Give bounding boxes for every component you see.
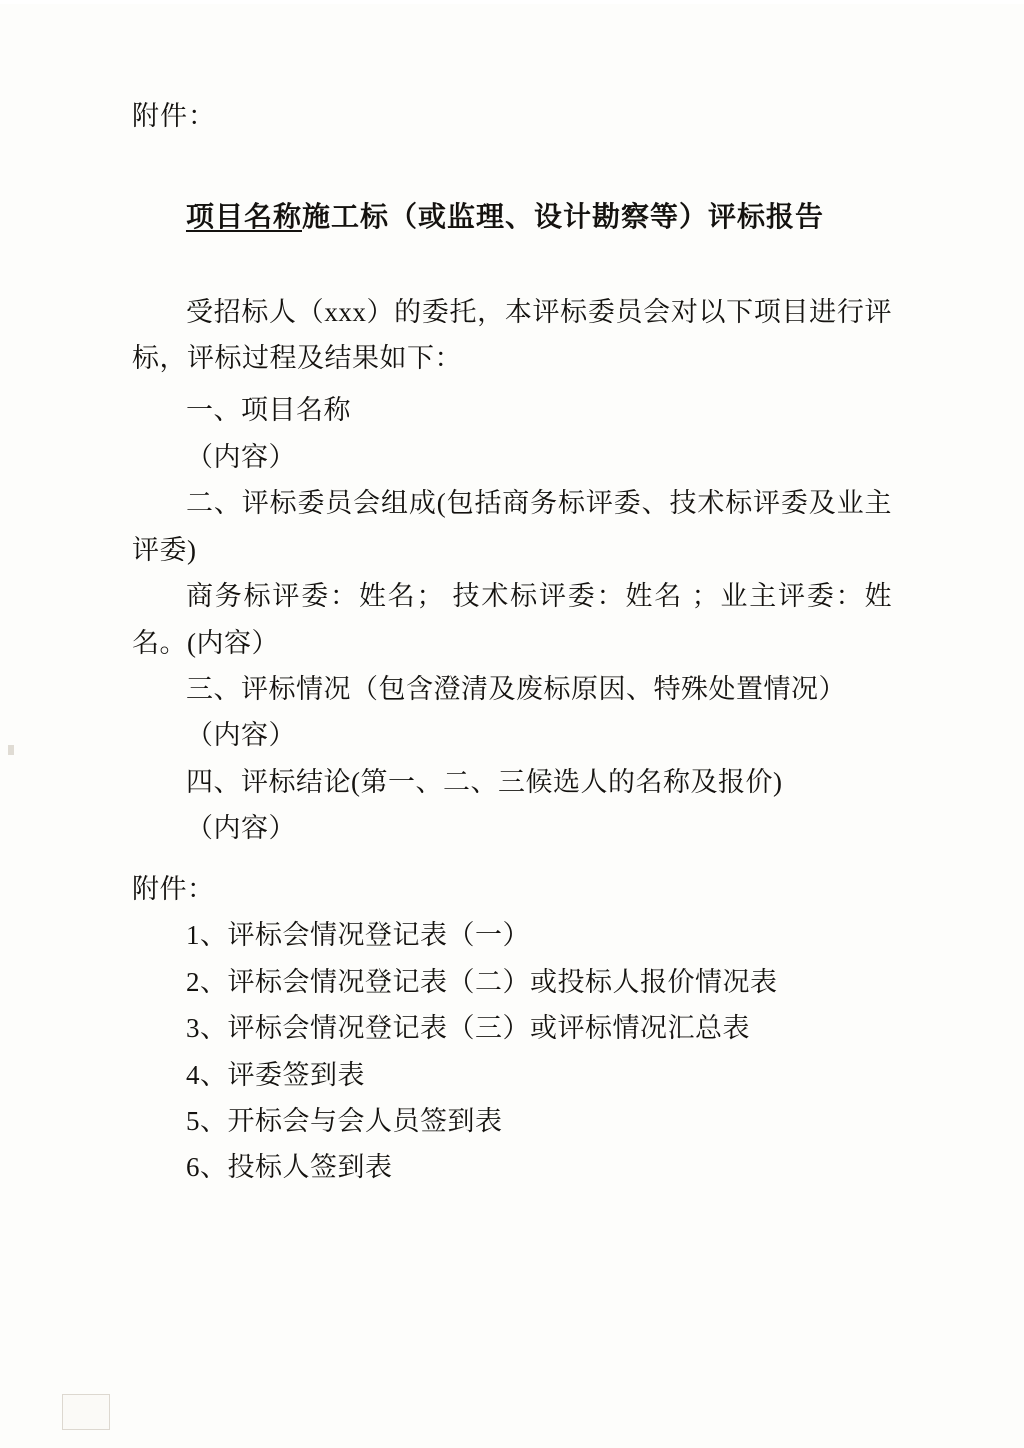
list-item: 6、投标人签到表 [186, 1152, 393, 1183]
list-item: 3、评标会情况登记表（三）或评标情况汇总表 [186, 1013, 750, 1044]
section-body-2: 商务标评委：姓名； 技术标评委：姓名 ；业主评委：姓名。(内容） [132, 581, 892, 658]
document-body [132, 96, 892, 1191]
page-top-edge [0, 0, 1024, 4]
appendix-list [132, 912, 892, 1191]
page-corner-mark [62, 1394, 110, 1430]
list-item: 5、开标会与会人员签到表 [186, 1105, 503, 1136]
list-item: 1、评标会情况登记表（一） [186, 920, 530, 951]
section-body-4: （内容） [186, 813, 296, 844]
page-title [132, 195, 892, 235]
section-body-3: （内容） [186, 720, 296, 751]
page-title-project-name: 项目名称 [185, 201, 302, 233]
section-heading-2: 二、评标委员会组成(包括商务标评委、技术标评委及业主评委) [132, 488, 892, 565]
appendix-section [132, 866, 892, 1191]
section-heading-4: 四、评标结论(第一、二、三候选人的名称及报价) [186, 766, 783, 797]
page-title-rest: 施工标（或监理、设计勘察等）评标报告 [302, 201, 825, 233]
page-edge-mark [8, 745, 14, 755]
intro-paragraph: 受招标人（xxx）的委托，本评标委员会对以下项目进行评标，评标过程及结果如下： [132, 296, 892, 373]
section-body-1: （内容） [186, 441, 296, 472]
list-item: 2、评标会情况登记表（二）或投标人报价情况表 [186, 966, 778, 997]
list-item: 4、评委签到表 [186, 1059, 365, 1090]
section-heading-1: 一、项目名称 [186, 395, 351, 426]
attachment-label: 附件： [132, 101, 216, 131]
section-heading-3: 三、评标情况（包含澄清及废标原因、特殊处置情况） [186, 674, 846, 704]
appendix-label: 附件： [132, 873, 215, 904]
